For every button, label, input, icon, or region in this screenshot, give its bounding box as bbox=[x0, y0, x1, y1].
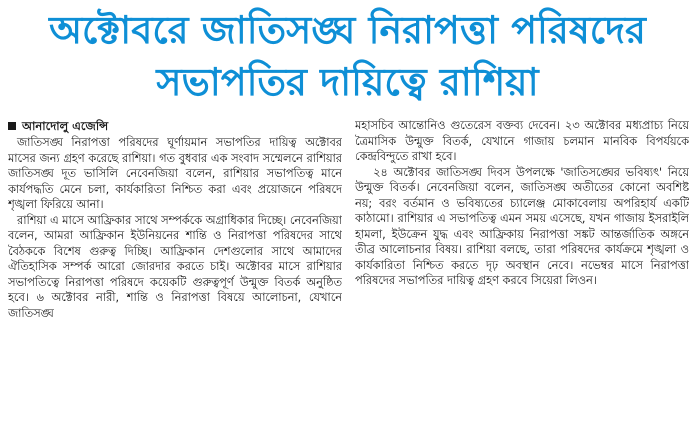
square-bullet-icon bbox=[8, 122, 16, 130]
paragraph: মহাসচিব আন্তোনিও গুতেরেস বক্তব্য দেবেন। ২৩ অক্টোবর মধ্যপ্রাচ্য নিয়ে ত্রৈমাসিক উন্মুক্ত বিতর্ক, যেখানে গাজায় চলমান মানবিক বিপর্যয়কে কেন্দ্রবিন্দুতে রাখা হবে। bbox=[355, 119, 689, 163]
article-body bbox=[8, 118, 689, 424]
column-right bbox=[355, 118, 689, 424]
headline bbox=[0, 4, 695, 108]
paragraph: রাশিয়া এ মাসে আফ্রিকার সাথে সম্পর্ককে অগ্রাধিকার দিচ্ছে। নেবেনজিয়া বলেন, আমরা আফ্রিকান ইউনিয়নের শান্তি ও নিরাপত্তা পরিষদের সাথে বৈঠককে বিশেষ গুরুত্ব দিচ্ছি। আফ্রিকান দেশগুলোর সাথে আমাদের ঐতিহাসিক সম্পর্ক আরো জোরদার করতে চাই। অক্টোবর মাসে রাশিয়ার সভাপতিত্বে নিরাপত্তা পরিষদে কয়েকটি গুরুত্বপূর্ণ উন্মুক্ত বিতর্ক অনুষ্ঠিত হবে। ৬ অক্টোবর নারী, শান্তি ও নিরাপত্তা বিষয়ে আলোচনা, যেখানে জাতিসঙ্ঘ bbox=[8, 213, 342, 320]
column-left bbox=[8, 118, 342, 424]
headline-line-2: সভাপতির দায়িত্বে রাশিয়া bbox=[156, 60, 539, 104]
byline bbox=[8, 118, 342, 134]
byline-agency: আনাদোলু এজেন্সি bbox=[22, 119, 109, 133]
headline-line-1: অক্টোবরে জাতিসঙ্ঘ নিরাপত্তা পরিষদের bbox=[49, 8, 646, 52]
paragraph: ২৪ অক্টোবর জাতিসঙ্ঘ দিবস উপলক্ষে 'জাতিসঙ্ঘের ভবিষ্যৎ' নিয়ে উন্মুক্ত বিতর্ক। নেবেনজিয়া বলেন, জাতিসঙ্ঘ অতীতের কোনো অবশিষ্ট নয়; বরং বর্তমান ও ভবিষ্যতের চ্যালেঞ্জ মোকাবেলায় অপরিহার্য একটি কাঠামো। রাশিয়ার এ সভাপতিত্ব এমন সময় এসেছে, যখন গাজায় ইসরাইলি হামলা, ইউক্রেন যুদ্ধ এবং আফ্রিকায় নিরাপত্তা সঙ্কট আন্তর্জাতিক অঙ্গনে তীব্র আলোচনার বিষয়। রাশিয়া বলছে, তারা পরিষদের কার্যক্রমে শৃঙ্খলা ও কার্যকারিতা নিশ্চিত করতে দৃঢ় অবস্থান নেবে। নভেম্বর মাসে নিরাপত্তা পরিষদের সভাপতির দায়িত্ব গ্রহণ করবে সিয়েরা লিওন। bbox=[355, 165, 689, 287]
paragraph: জাতিসঙ্ঘ নিরাপত্তা পরিষদের ঘূর্ণায়মান সভাপতির দায়িত্ব অক্টোবর মাসের জন্য গ্রহণ করেছে রাশিয়া। গত বুধবার এক সংবাদ সম্মেলনে রাশিয়ার জাতিসঙ্ঘ দূত ভাসিলি নেবেনজিয়া বলেন, রাশিয়ার সভাপতিত্ব মানে কার্যপদ্ধতি মেনে চলা, কার্যকারিতা নিশ্চিত করা এবং প্রয়োজনে পরিষদে শৃঙ্খলা ফিরিয়ে আনা। bbox=[8, 136, 342, 211]
